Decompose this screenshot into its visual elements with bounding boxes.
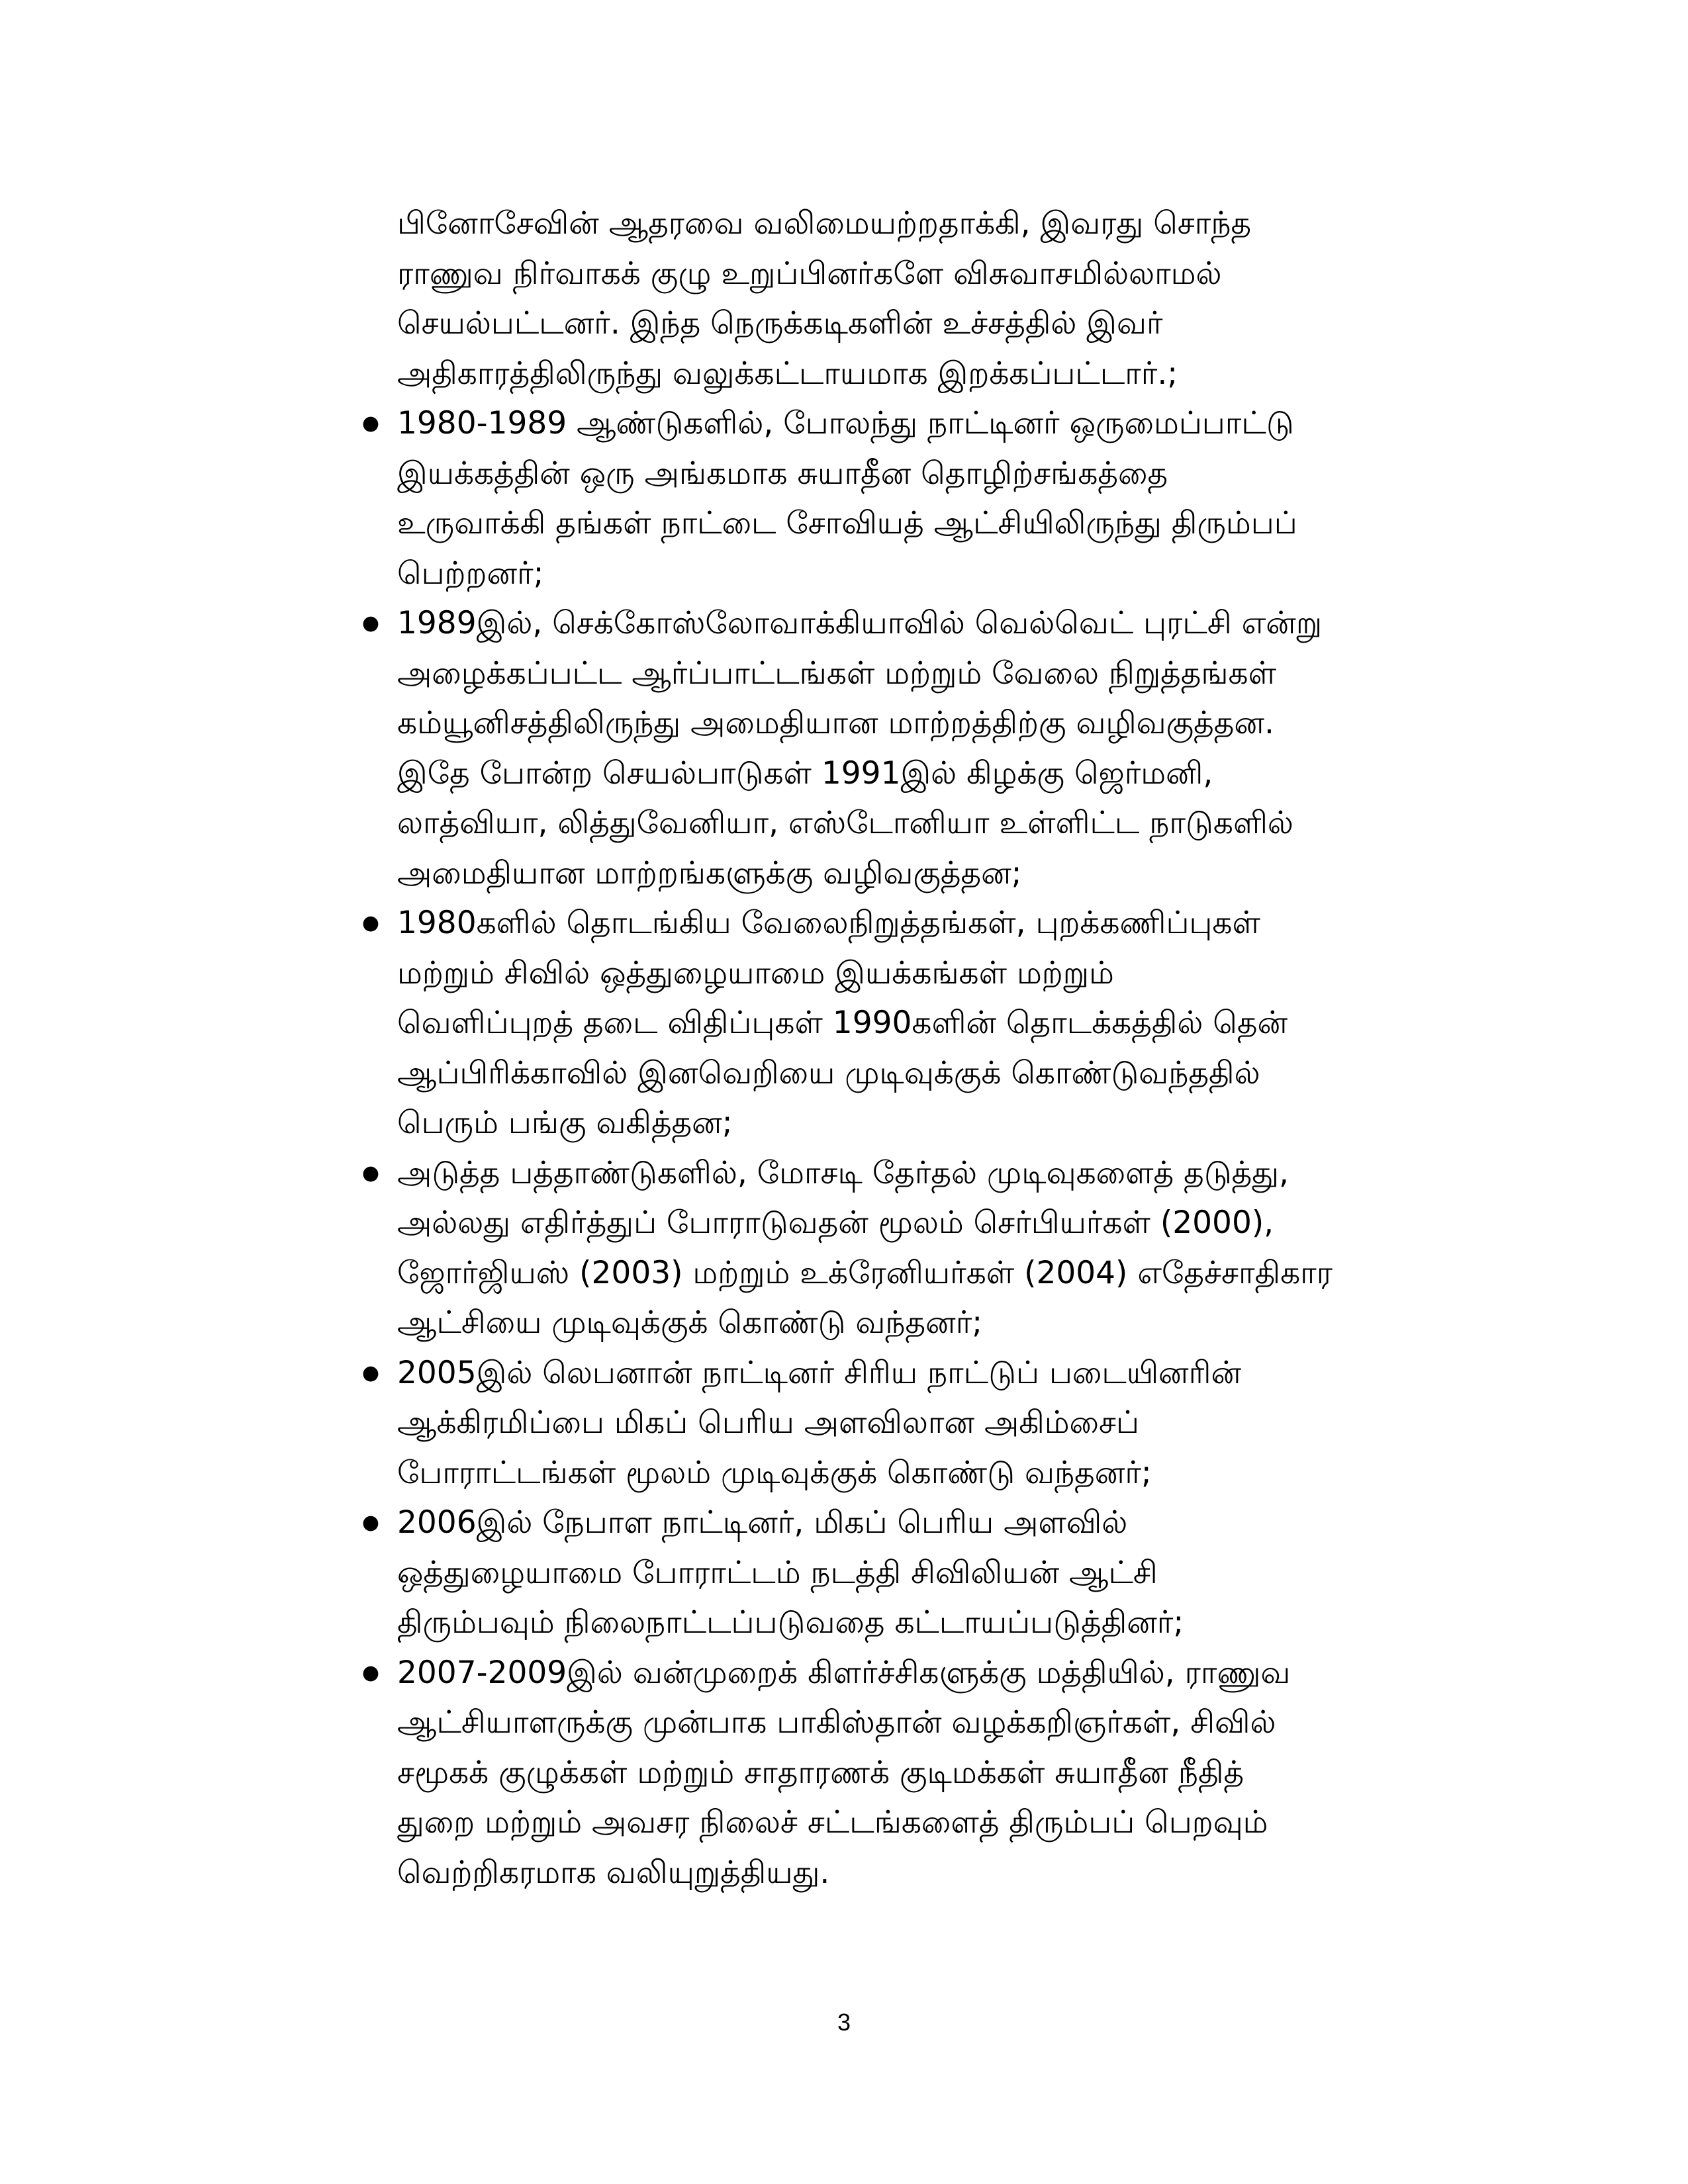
lead-line: பினோசேவின் ஆதரவை வலிமையற்றதாக்கி, இவரது சொந்த: [397, 205, 1252, 242]
bullet-text-line: பெற்றனர்;: [397, 555, 544, 592]
bullet-text-line: சமூகக் குழுக்கள் மற்றும் சாதாரணக் குடிமக்கள் சுயாதீன நீதித்: [397, 1754, 1244, 1791]
bullet-list: [361, 398, 1509, 1897]
bullet-item: [361, 1498, 1509, 1648]
bullet-text-line: லாத்வியா, லித்துவேனியா, எஸ்டோனியா உள்ளிட்ட நாடுகளில்: [397, 805, 1293, 841]
lead-paragraph: [397, 199, 1509, 398]
bullet-text-line: அமைதியான மாற்றங்களுக்கு வழிவகுத்தன;: [397, 854, 1022, 891]
bullet-text-line: 2006இல் நேபாள நாட்டினர், மிகப் பெரிய அளவில்: [397, 1504, 1128, 1541]
bullet-dot-icon: ●: [361, 1511, 380, 1534]
bullet-item: [361, 1648, 1509, 1898]
lead-line: செயல்பட்டனர். இந்த நெருக்கடிகளின் உச்சத்தில் இவர்: [397, 305, 1163, 341]
bullet-text-line: இதே போன்ற செயல்பாடுகள் 1991இல் கிழக்கு ஜெர்மனி,: [397, 754, 1213, 792]
bullet-text-line: வெற்றிகரமாக வலியுறுத்தியது.: [397, 1854, 830, 1891]
bullet-text-line: ஒத்துழையாமை போராட்டம் நடத்தி சிவிலியன் ஆட்சி: [397, 1554, 1158, 1591]
bullet-dot-icon: ●: [361, 1361, 380, 1385]
bullet-text-line: ஜோர்ஜியஸ் (2003) மற்றும் உக்ரேனியர்கள் (2004) எதேச்சாதிகார: [397, 1254, 1333, 1291]
bullet-dot-icon: ●: [361, 412, 380, 435]
bullet-text-line: 1980களில் தொடங்கிய வேலைநிறுத்தங்கள், புறக்கணிப்புகள்: [397, 905, 1260, 941]
bullet-text-line: ஆட்சியாளருக்கு முன்பாக பாகிஸ்தான் வழக்கறிஞர்கள், சிவில்: [397, 1704, 1276, 1741]
bullet-dot-icon: ●: [361, 612, 380, 635]
bullet-text-line: வெளிப்புறத் தடை விதிப்புகள் 1990களின் தொடக்கத்தில் தென்: [397, 1005, 1288, 1041]
lead-line: ராணுவ நிர்வாகக் குழு உறுப்பினர்களே விசுவாசமில்லாமல்: [397, 255, 1222, 292]
bullet-dot-icon: ●: [361, 911, 380, 934]
bullet-text-line: 2007-2009இல் வன்முறைக் கிளர்ச்சிகளுக்கு மத்தியில், ராணுவ: [397, 1654, 1291, 1691]
bullet-text-line: உருவாக்கி தங்கள் நாட்டை சோவியத் ஆட்சியிலிருந்து திரும்பப்: [397, 505, 1297, 541]
page-number: 3: [837, 2009, 851, 2036]
bullet-text-line: அடுத்த பத்தாண்டுகளில், மோசடி தேர்தல் முடிவுகளைத் தடுத்து,: [397, 1154, 1289, 1191]
bullet-text-line: 2005இல் லெபனான் நாட்டினர் சிரிய நாட்டுப் படையினரின்: [397, 1354, 1242, 1391]
bullet-text-line: திரும்பவும் நிலைநாட்டப்படுவதை கட்டாயப்படுத்தினர்;: [397, 1604, 1184, 1641]
bullet-item: [361, 898, 1509, 1148]
bullet-text-line: அல்லது எதிர்த்துப் போராடுவதன் மூலம் செர்பியர்கள் (2000),: [397, 1205, 1274, 1241]
lead-line: அதிகாரத்திலிருந்து வலுக்கட்டாயமாக இறக்கப்பட்டார்.;: [397, 355, 1178, 392]
bullet-text-line: அழைக்கப்பட்ட ஆர்ப்பாட்டங்கள் மற்றும் வேலை நிறுத்தங்கள்: [397, 655, 1276, 692]
page-content: [361, 199, 1509, 1897]
bullet-text-line: 1989இல், செக்கோஸ்லோவாக்கியாவில் வெல்வெட் புரட்சி என்று: [397, 605, 1323, 641]
bullet-dot-icon: ●: [361, 1661, 380, 1684]
bullet-item: [361, 598, 1509, 898]
bullet-item: [361, 1348, 1509, 1498]
bullet-text-line: பெரும் பங்கு வகித்தன;: [397, 1105, 733, 1141]
bullet-text-line: மற்றும் சிவில் ஒத்துழையாமை இயக்கங்கள் மற்றும்: [397, 954, 1114, 991]
bullet-dot-icon: ●: [361, 1161, 380, 1185]
bullet-text-line: போராட்டங்கள் மூலம் முடிவுக்குக் கொண்டு வந்தனர்;: [397, 1454, 1152, 1491]
bullet-text-line: கம்யூனிசத்திலிருந்து அமைதியான மாற்றத்திற்கு வழிவகுத்தன.: [397, 705, 1274, 741]
bullet-text-line: துறை மற்றும் அவசர நிலைச் சட்டங்களைத் திரும்பப் பெறவும்: [397, 1804, 1268, 1841]
bullet-text-line: இயக்கத்தின் ஒரு அங்கமாக சுயாதீன தொழிற்சங்கத்தை: [397, 455, 1168, 492]
bullet-item: [361, 1148, 1509, 1348]
bullet-text-line: ஆட்சியை முடிவுக்குக் கொண்டு வந்தனர்;: [397, 1304, 983, 1341]
bullet-text-line: ஆக்கிரமிப்பை மிகப் பெரிய அளவிலான அகிம்சைப்: [397, 1404, 1140, 1441]
bullet-text-line: ஆப்பிரிக்காவில் இனவெறியை முடிவுக்குக் கொண்டுவந்ததில்: [397, 1054, 1260, 1091]
bullet-text-line: 1980-1989 ஆண்டுகளில், போலந்து நாட்டினர் ஒருமைப்பாட்டு: [397, 405, 1294, 441]
bullet-item: [361, 398, 1509, 598]
